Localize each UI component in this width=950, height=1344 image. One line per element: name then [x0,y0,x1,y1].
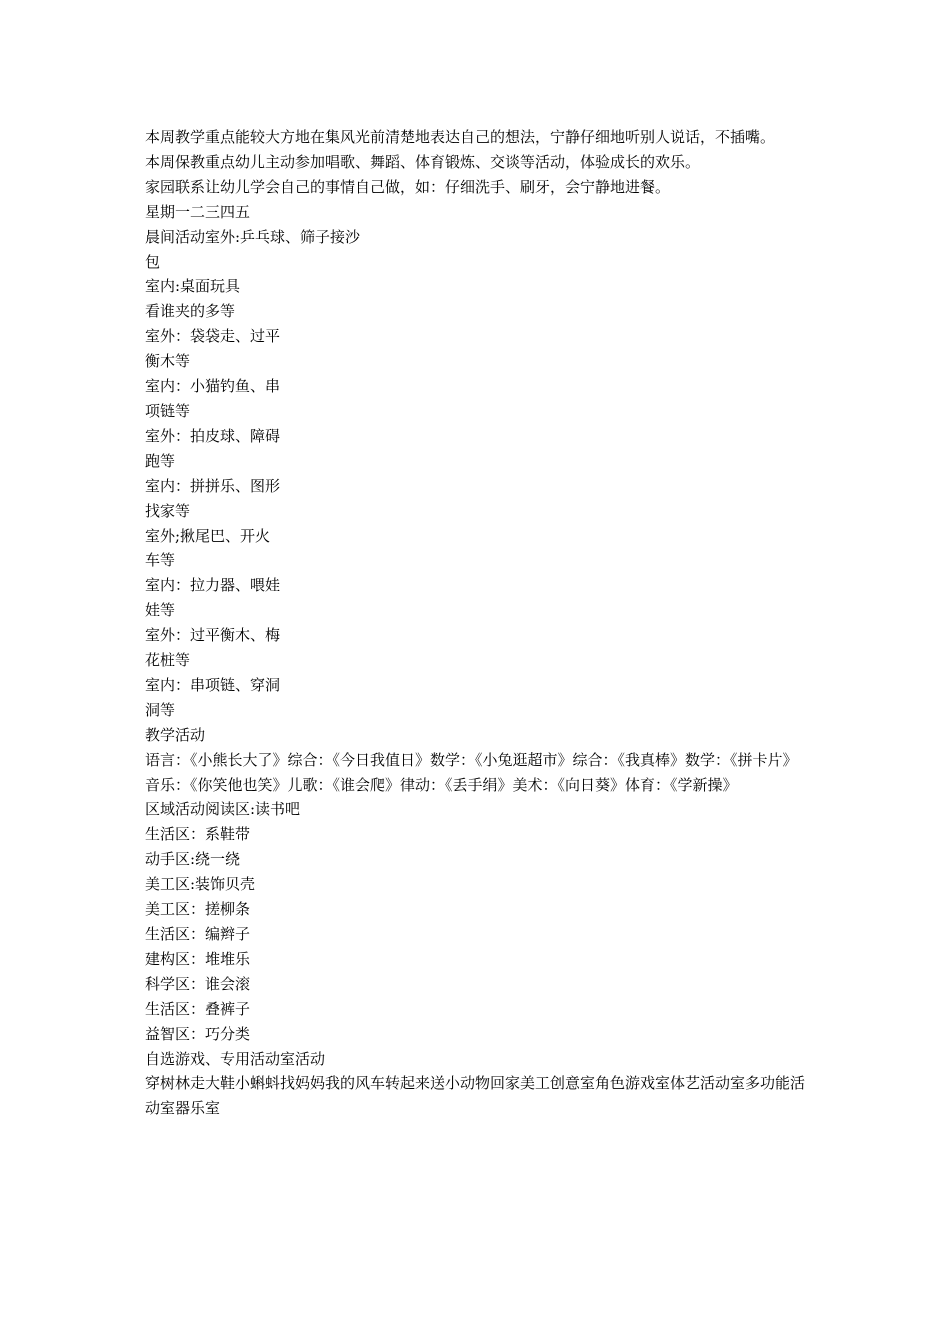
area-activity-line: 生活区：系鞋带 [145,825,251,844]
paragraph-home-contact: 家园联系让幼儿学会自己的事情自己做，如：仔细洗手、刷牙，会宁静地进餐。 [145,177,671,196]
free-play-line: 穿树林走大鞋小蝌蚪找妈妈我的风车转起来送小动物回家美工创意室角色游戏室体艺活动室多功能活动室器乐室 [145,1074,806,1118]
document-body [145,125,810,1121]
area-activity-line: 建构区：堆堆乐 [145,949,251,968]
area-activity-line: 区域活动阅读区:读书吧 [145,800,301,819]
area-activity-line: 动手区:绕一绕 [145,850,241,869]
morning-activity-line: 室外：袋袋走、过平 [145,327,281,346]
morning-activity-line: 晨间活动室外:乒乓球、筛子接沙 [145,227,361,246]
morning-activity-line: 跑等 [145,451,176,470]
morning-activity-line: 车等 [145,551,176,570]
morning-activity-line: 看谁夹的多等 [145,302,236,321]
paragraph-care-focus: 本周保教重点幼儿主动参加唱歌、舞蹈、体育锻炼、交谈等活动，体验成长的欢乐。 [145,152,701,171]
morning-activity-line: 花桩等 [145,651,191,670]
teaching-activity-heading: 教学活动 [145,725,206,744]
morning-activity-line: 洞等 [145,700,176,719]
area-activity-line: 科学区：谁会滚 [145,974,251,993]
area-activity-line: 生活区：编辫子 [145,925,251,943]
paragraph-teaching-focus: 本周教学重点能较大方地在集风光前清楚地表达自己的想法，宁静仔细地听别人说话，不插嘴。 [145,128,776,146]
morning-activity-line: 室内：串项链、穿洞 [145,675,281,694]
morning-activity-line: 找家等 [145,501,191,520]
morning-activity-line: 衡木等 [145,352,191,371]
area-activity-line: 美工区：搓柳条 [145,900,251,919]
morning-activity-line: 项链等 [145,401,191,420]
free-play-heading: 自选游戏、专用活动室活动 [145,1049,326,1068]
morning-activity-line: 室外;揪尾巴、开火 [145,526,271,545]
weekday-header: 星期一二三四五 [145,202,251,221]
morning-activity-line: 室内：拉力器、喂娃 [145,576,281,595]
morning-activity-line: 室内:桌面玩具 [145,277,241,296]
teaching-activity-line: 语言：《小熊长大了》综合：《今日我值日》数学：《小兔逛超市》综合：《我真棒》数学：《拼卡片》 [145,750,798,769]
morning-activity-line: 包 [145,252,161,271]
area-activity-line: 美工区:装饰贝壳 [145,875,256,894]
morning-activity-line: 室外：过平衡木、梅 [145,626,281,645]
teaching-activity-line: 音乐：《你笑他也笑》儿歌：《谁会爬》律动：《丢手绢》美术：《向日葵》体育：《学新操》 [145,775,738,794]
morning-activity-line: 室内：小猫钓鱼、串 [145,377,281,396]
area-activity-line: 益智区：巧分类 [145,1024,251,1043]
morning-activity-line: 室内：拼拼乐、图形 [145,476,281,495]
morning-activity-line: 室外：拍皮球、障碍 [145,426,281,445]
morning-activity-line: 娃等 [145,601,176,620]
area-activity-line: 生活区：叠裤子 [145,999,251,1018]
